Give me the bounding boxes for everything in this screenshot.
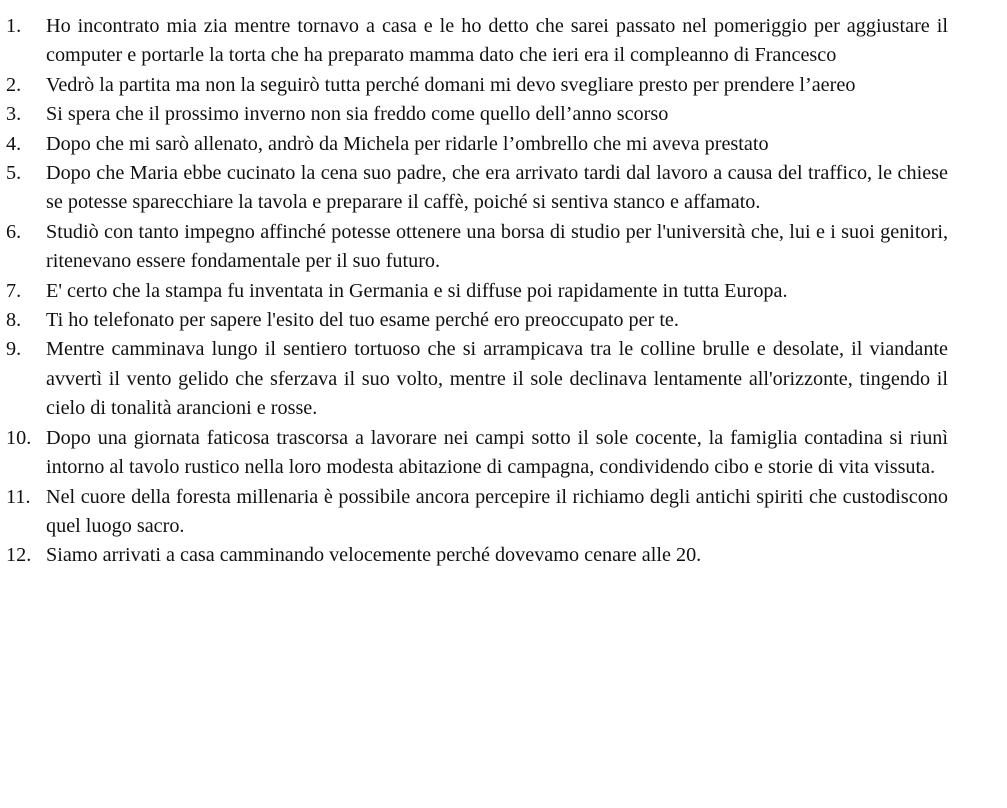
item-number: 9. <box>6 338 22 361</box>
sentence-list <box>6 12 948 571</box>
item-text: Siamo arrivati a casa camminando velocemente perché dovevamo cenare alle 20. <box>46 544 702 567</box>
item-text: E' certo che la stampa fu inventata in Germania e si diffuse poi rapidamente in tutta Europa. <box>46 279 788 302</box>
list-item <box>6 277 948 306</box>
list-item <box>6 306 948 335</box>
item-text: Dopo una giornata faticosa trascorsa a lavorare nei campi sotto il sole cocente, la famiglia contadina si riunì intorno al tavolo rustico nella loro modesta abitazione di campagna, condividendo cibo e storie di vita vissuta. <box>46 426 948 479</box>
item-number: 3. <box>6 103 22 126</box>
list-item <box>6 218 948 277</box>
item-text: Dopo che Maria ebbe cucinato la cena suo padre, che era arrivato tardi dal lavoro a causa del traffico, le chiese se potesse sparecchiare la tavola e preparare il caffè, poiché si sentiva stanco e affamato. <box>46 162 948 214</box>
list-item <box>6 541 948 570</box>
item-text: Studiò con tanto impegno affinché potesse ottenere una borsa di studio per l'università che, lui e i suoi genitori, ritenevano essere fondamentale per il suo futuro. <box>46 220 948 273</box>
item-text: Dopo che mi sarò allenato, andrò da Michela per ridarle l’ombrello che mi aveva prestato <box>46 132 769 155</box>
item-number: 7. <box>6 279 22 302</box>
item-number: 10. <box>6 426 32 449</box>
list-item <box>6 12 948 71</box>
list-item <box>6 483 948 542</box>
item-number: 5. <box>6 162 22 185</box>
item-text: Si spera che il prossimo inverno non sia freddo come quello dell’anno scorso <box>46 103 669 126</box>
item-number: 11. <box>6 485 31 508</box>
list-item <box>6 100 948 129</box>
item-text: Mentre camminava lungo il sentiero tortuoso che si arrampicava tra le colline brulle e desolate, il viandante avvertì il vento gelido che sferzava il suo volto, mentre il sole declinava lentamente all'orizzonte, tingendo il cielo di tonalità arancioni e rosse. <box>46 338 948 420</box>
list-item <box>6 335 948 423</box>
item-number: 2. <box>6 73 22 96</box>
list-item <box>6 130 948 159</box>
list-item <box>6 424 948 483</box>
list-item <box>6 159 948 218</box>
list-item <box>6 71 948 100</box>
item-text: Nel cuore della foresta millenaria è possibile ancora percepire il richiamo degli antichi spiriti che custodiscono quel luogo sacro. <box>46 485 948 537</box>
item-number: 12. <box>6 544 32 567</box>
item-number: 4. <box>6 132 22 155</box>
item-number: 6. <box>6 220 22 243</box>
item-number: 1. <box>6 15 22 37</box>
item-text: Vedrò la partita ma non la seguirò tutta perché domani mi devo svegliare presto per prendere l’aereo <box>46 73 856 96</box>
item-text: Ti ho telefonato per sapere l'esito del tuo esame perché ero preoccupato per te. <box>46 309 679 332</box>
item-number: 8. <box>6 309 22 332</box>
item-text: Ho incontrato mia zia mentre tornavo a casa e le ho detto che sarei passato nel pomeriggio per aggiustare il computer e portarle la torta che ha preparato mamma dato che ieri era il compleanno di Francesco <box>46 15 948 67</box>
